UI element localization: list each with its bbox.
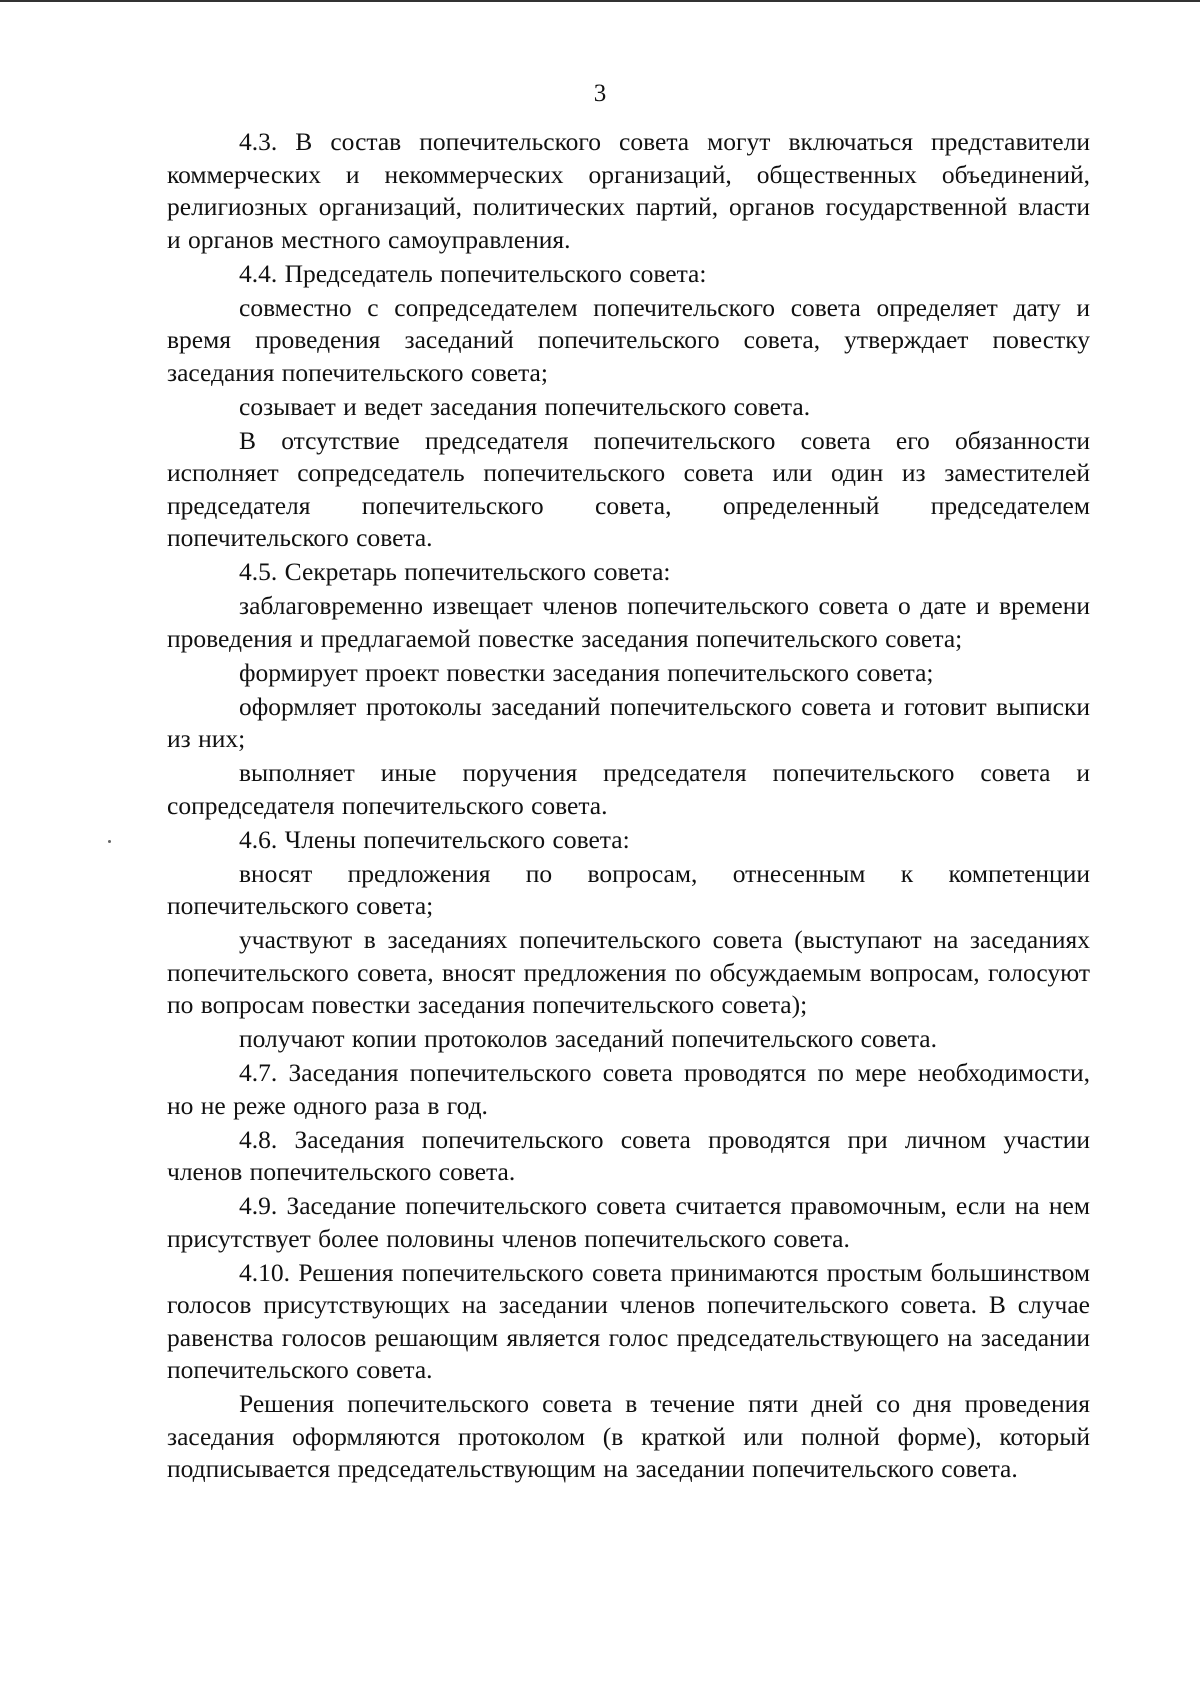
paragraph-4-5-heading: 4.5. Секретарь попечительского совета:: [239, 557, 671, 586]
paragraph-4-5-item-2: формирует проект повестки заседания попечительского совета;: [239, 657, 934, 687]
paragraph-4-4-item-2: созывает и ведет заседания попечительского совета.: [239, 391, 811, 421]
paragraph-4-10: 4.10. Решения попечительского совета принимаются простым большинством голосов присутствующих на заседании членов попечительского совета. В случае равенства голосов решающим является голос председательствующего на заседании попечительского совета.: [167, 1257, 1090, 1384]
paragraph-4-4-item-1: совместно с сопредседателем попечительского совета определяет дату и время проведения заседаний попечительского совета, утверждает повестку заседания попечительского совета;: [167, 292, 1090, 387]
paragraph-4-9: 4.9. Заседание попечительского совета считается правомочным, если на нем присутствует более половины членов попечительского совета.: [167, 1191, 1090, 1253]
paragraph-4-6-item-1: вносят предложения по вопросам, отнесенным к компетенции попечительского совета;: [167, 858, 1090, 920]
scan-speck: [108, 840, 111, 843]
paragraph-4-5-item-1: заблаговременно извещает членов попечительского совета о дате и времени проведения и предлагаемой повестке заседания попечительского совета;: [167, 591, 1090, 653]
page-number: 3: [593, 80, 607, 107]
paragraph-4-3: 4.3. В состав попечительского совета могут включаться представители коммерческих и некоммерческих организаций, общественных объединений, религиозных организаций, политических партий, органов государственной власти и органов местного самоуправления.: [167, 127, 1090, 254]
paragraph-4-8: 4.8. Заседания попечительского совета проводятся при личном участии членов попечительского совета.: [167, 1124, 1090, 1186]
paragraph-4-4-heading: 4.4. Председатель попечительского совета:: [239, 258, 707, 288]
paragraph-4-5-item-4: выполняет иные поручения председателя попечительского совета и сопредседателя попечительского совета.: [167, 758, 1090, 820]
paragraph-4-6-heading: 4.6. Члены попечительского совета:: [239, 824, 630, 854]
paragraph-4-5-item-3: оформляет протоколы заседаний попечительского совета и готовит выписки из них;: [167, 691, 1090, 753]
paragraph-4-4-substitute: В отсутствие председателя попечительского совета его обязанности исполняет сопредседатель попечительского совета или один из заместителей председателя попечительского совета, определенный председателем попечительского совета.: [167, 425, 1090, 552]
document-body: [167, 126, 1090, 1486]
paragraph-4-10-protocol: Решения попечительского совета в течение пяти дней со дня проведения заседания оформляются протоколом (в краткой или полной форме), который подписывается председательствующим на заседании попечительского совета.: [167, 1389, 1090, 1483]
paragraph-4-6-item-2: участвуют в заседаниях попечительского совета (выступают на заседаниях попечительского совета, вносят предложения по обсуждаемым вопросам, голосуют по вопросам повестки заседания попечительского совета);: [167, 925, 1090, 1019]
paragraph-4-6-item-3: получают копии протоколов заседаний попечительского совета.: [239, 1024, 937, 1053]
paragraph-4-7: 4.7. Заседания попечительского совета проводятся по мере необходимости, но не реже одного раза в год.: [167, 1058, 1090, 1120]
